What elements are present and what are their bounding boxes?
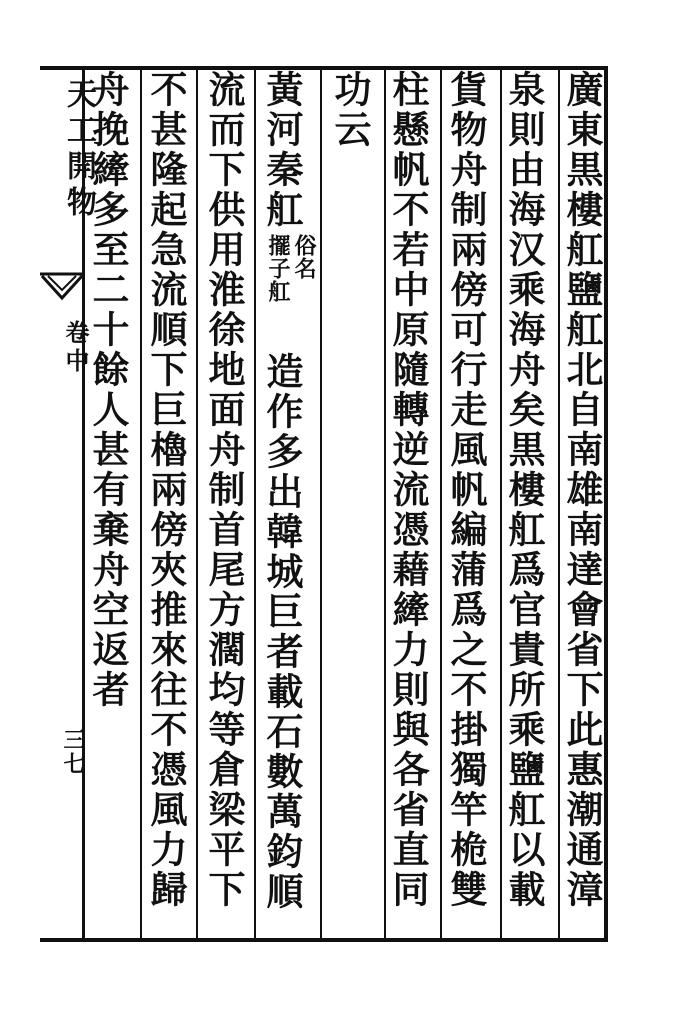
column-rule: [140, 70, 142, 938]
text-column-9: 舟挽縴多至二十餘人甚有棄舟空返者: [86, 70, 130, 710]
text-column-6-head: 黃河秦舡: [260, 70, 304, 230]
column-rule: [320, 70, 322, 938]
page-number: 三七: [60, 728, 86, 776]
text-column-1: 廣東黒樓舡鹽舡北自南雄南達會省下此惠潮通漳: [560, 70, 604, 910]
annotation-left: 擺子舡: [265, 234, 291, 303]
column-rule: [196, 70, 198, 938]
column-rule: [440, 70, 442, 938]
bottom-border: [40, 938, 608, 942]
volume-label: 卷中: [61, 320, 90, 376]
column-rule: [254, 70, 256, 938]
right-border: [604, 66, 608, 942]
text-column-8: 不甚隆起急流順下巨櫓兩傍夾推來往不憑風力歸: [144, 70, 188, 910]
text-column-3: 貨物舟制兩傍可行走風帆編蒲爲之不掛獨竿桅雙: [444, 70, 488, 910]
text-column-7: 流而下供用淮徐地面舟制首尾方濶均等倉梁平下: [202, 70, 246, 910]
text-column-6-tail: 造作多出韓城巨者載石數萬鈞順: [260, 352, 304, 912]
book-title: 天工開物: [61, 78, 96, 222]
text-column-4: 柱懸帆不若中原隨轉逆流憑藉縴力則與各省直同: [386, 70, 430, 910]
annotation-right: 俗名: [291, 234, 317, 280]
text-column-2: 泉則由海汉乘海舟矣黒樓舡爲官貴所乘鹽舡以載: [502, 70, 546, 910]
fishtail-icon: [40, 272, 84, 312]
text-column-5: 功云: [328, 70, 372, 150]
